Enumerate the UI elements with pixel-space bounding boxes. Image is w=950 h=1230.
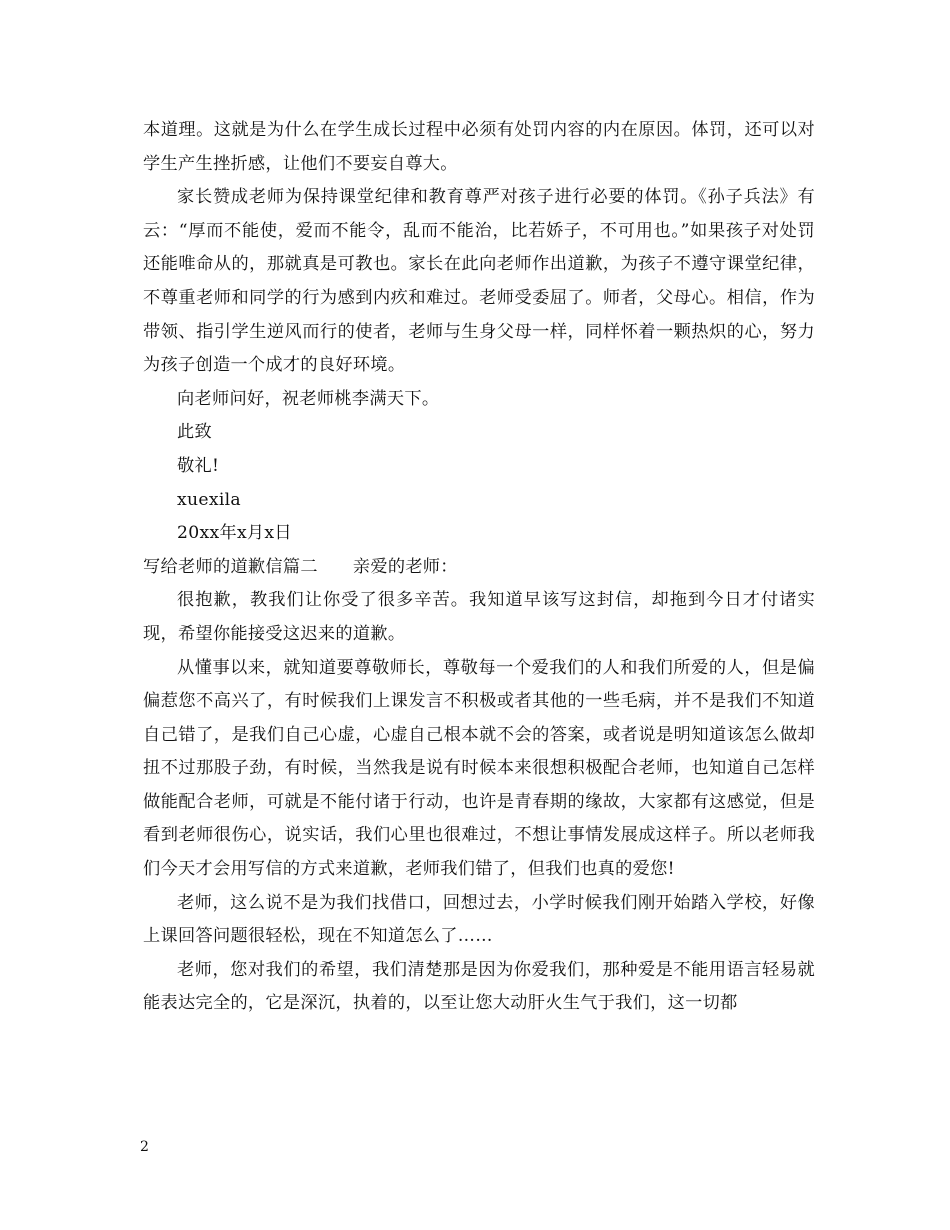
paragraph: 很抱歉，教我们让你受了很多辛苦。我知道早该写这封信，却拖到今日才付诸实现，希望你能接受这迟来的道歉。 (143, 590, 815, 644)
paragraph: 老师，您对我们的希望，我们清楚那是因为你爱我们，那种爱是不能用语言轻易就能表达完全的，它是深沉，执着的，以至让您大动肝火生气于我们，这一切都 (143, 959, 815, 1014)
paragraph: 向老师问好，祝老师桃李满天下。 (177, 388, 440, 409)
paragraph: xuexila (177, 489, 241, 510)
paragraph: 从懂事以来，就知道要尊敬师长，尊敬每一个爱我们的人和我们所爱的人，但是偏偏惹您不高兴了，有时候我们上课发言不积极或者其他的一些毛病，并不是我们不知道自己错了，是我们自己心虚，心虚自己根本就不会的答案，或者说是明知道该怎么做却扭不过那股子劲，有时候，当然我是说有时候本来很想积极配合老师，也知道自己怎样做能配合老师，可就是不能付诸于行动，也许是青春期的缘故，大家都有这感觉，但是看到老师很伤心，说实话，我们心里也很难过，不想让事情发展成这样子。所以老师我们今天才会用写信的方式来道歉，老师我们错了，但我们也真的爱您! (143, 657, 815, 880)
paragraph: 家长赞成老师为保持课堂纪律和教育尊严对孩子进行必要的体罚。《孙子兵法》有云：“厚而不能使，爱而不能令，乱而不能治，比若娇子，不可用也。”如果孩子对处罚还能唯命从的，那就真是可教也。家长在此向老师作出道歉，为孩子不遵守课堂纪律，不尊重老师和同学的行为感到内疚和难过。老师受委屈了。师者，父母心。相信，作为带领、指引学生逆风而行的使者，老师与生身父母一样，同样怀着一颗热炽的心，努力为孩子创造一个成才的良好环境。 (143, 187, 815, 376)
page-number: 2 (140, 1139, 149, 1155)
paragraph: 写给老师的道歉信篇二 亲爱的老师： (143, 556, 458, 577)
paragraph: 此致 (177, 422, 212, 443)
paragraph: 本道理。这就是为什么在学生成长过程中必须有处罚内容的内在原因。体罚，还可以对学生产生挫折感，让他们不要妄自尊大。 (143, 120, 815, 174)
body-text (143, 114, 815, 1021)
paragraph: 老师，这么说不是为我们找借口，回想过去，小学时候我们刚开始踏入学校，好像上课回答问题很轻松，现在不知道怎么了…… (143, 892, 815, 947)
paragraph: 20xx年x月x日 (177, 523, 292, 544)
paragraph: 敬礼! (177, 455, 220, 476)
